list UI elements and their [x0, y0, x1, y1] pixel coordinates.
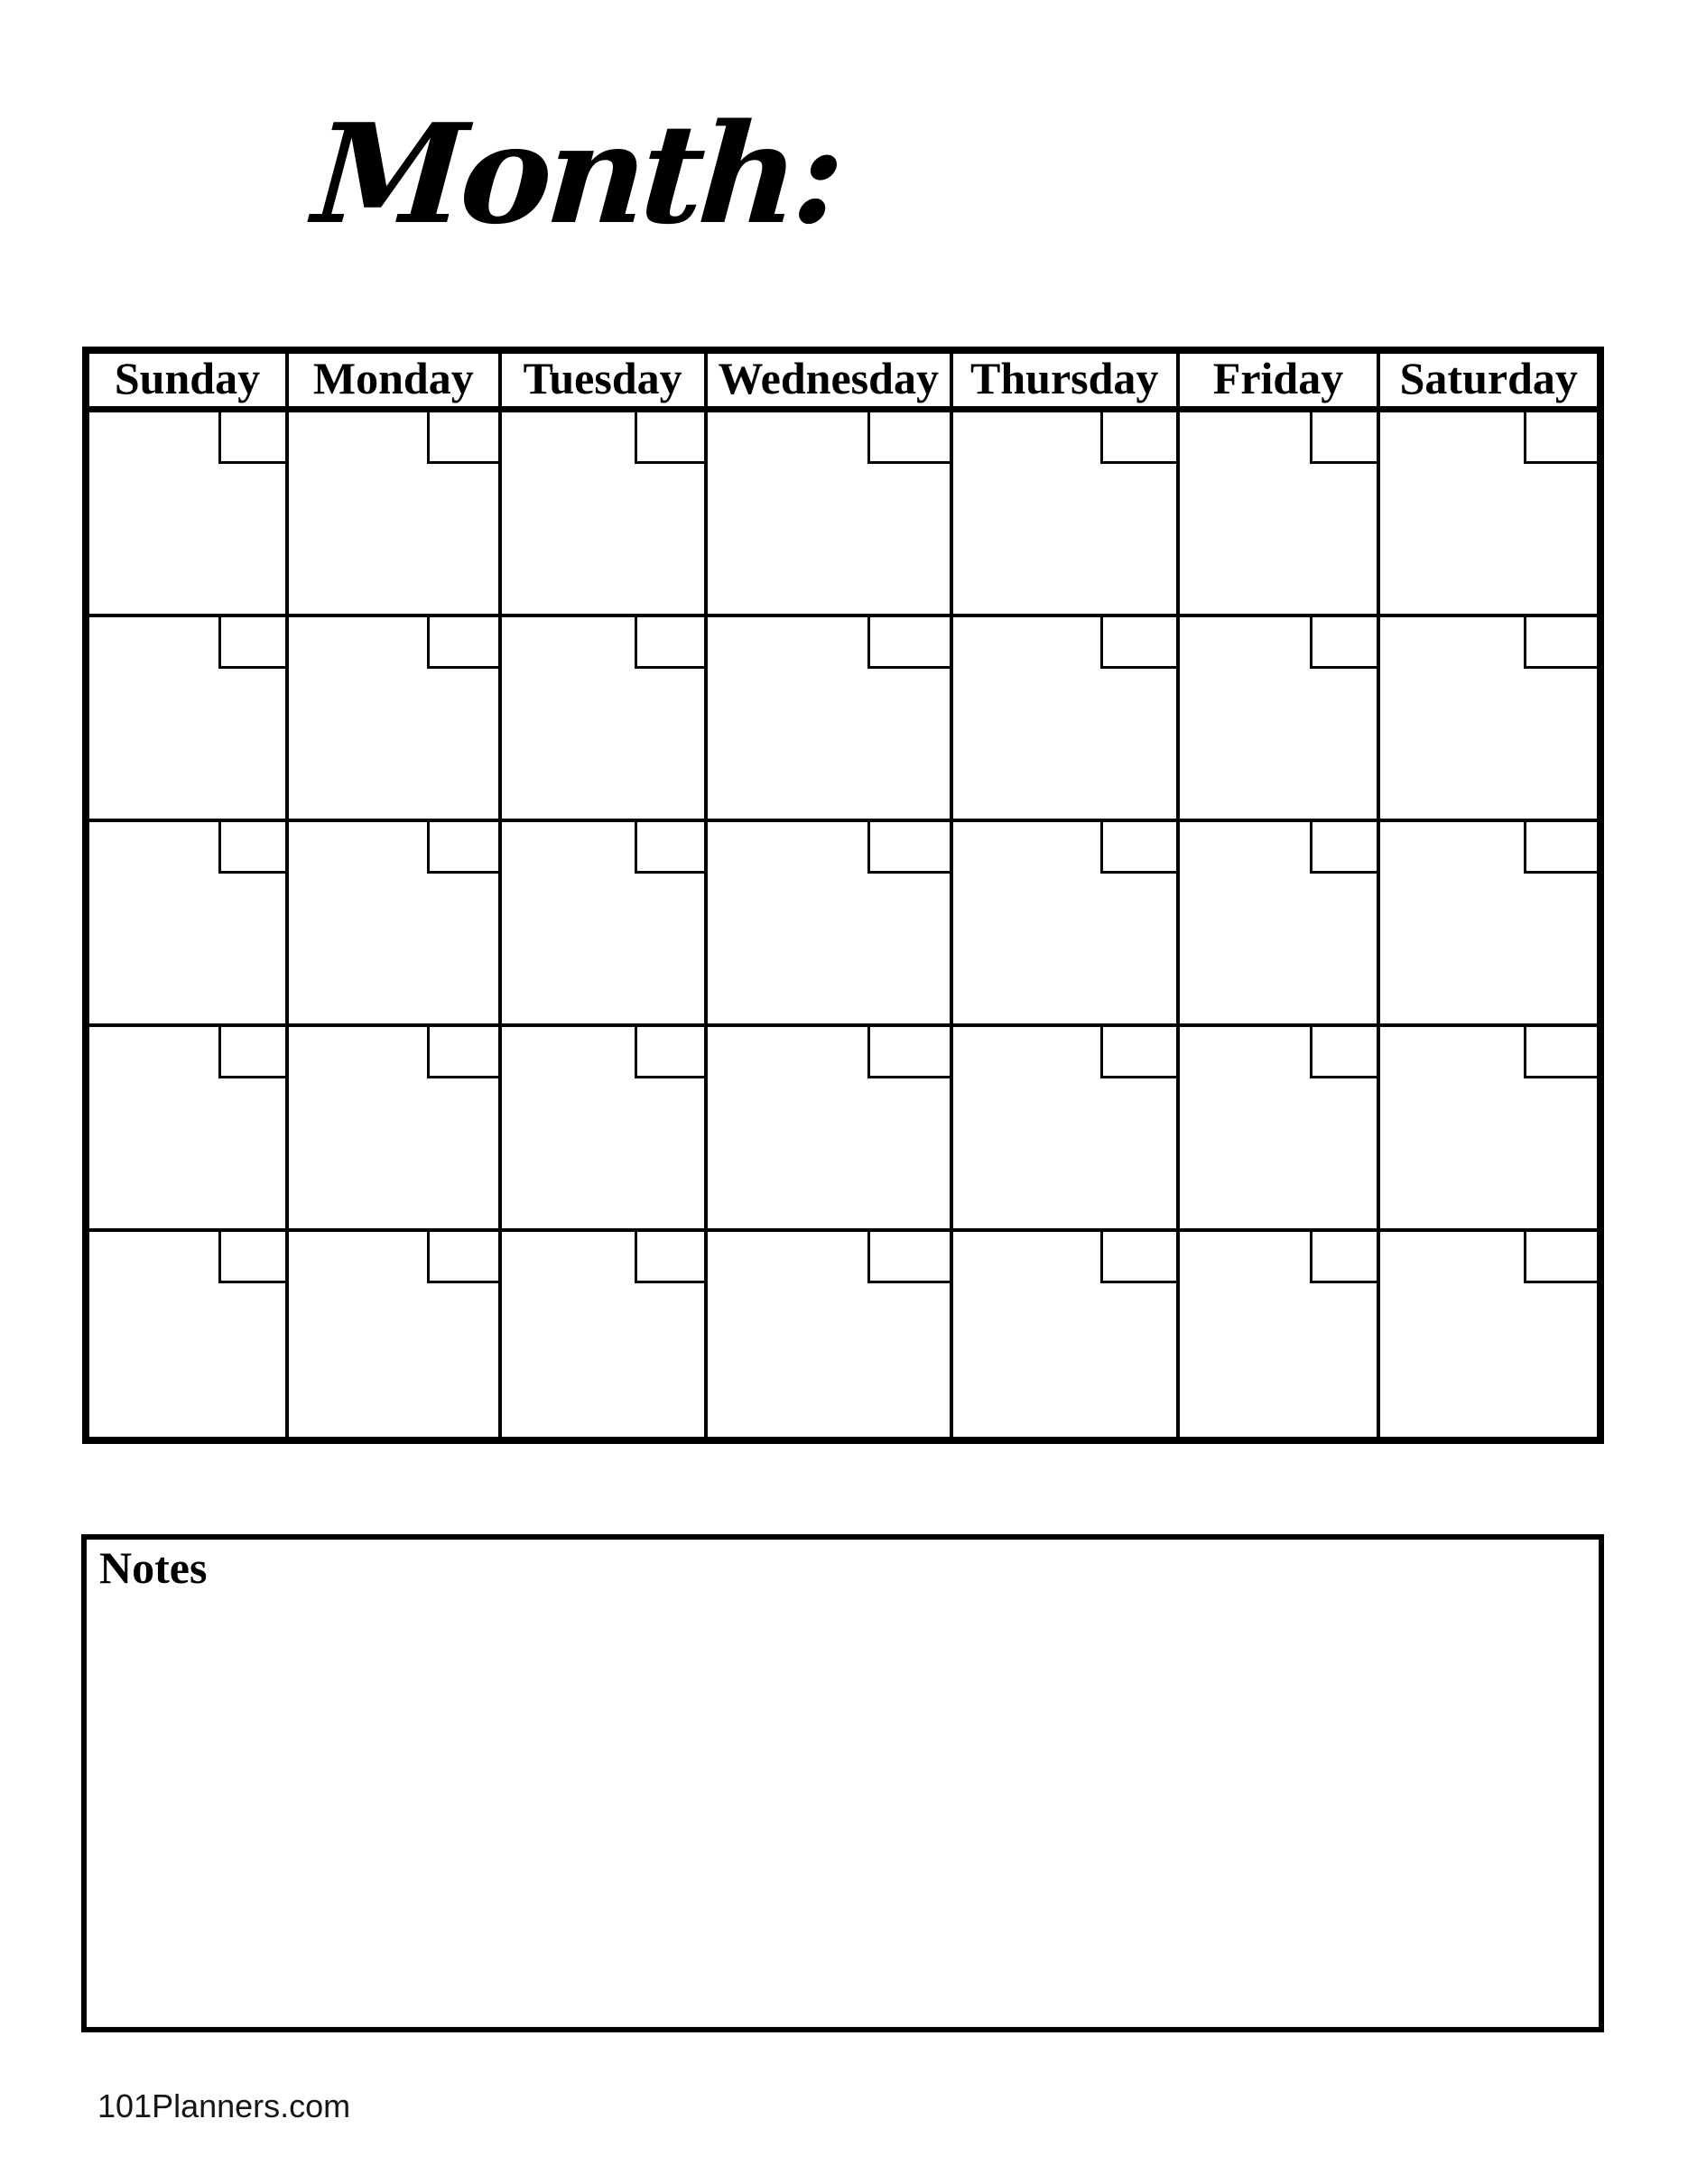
calendar-cell	[1380, 822, 1597, 1027]
calendar-cell	[708, 1232, 953, 1437]
date-number-box	[867, 822, 950, 874]
date-number-box	[1100, 822, 1176, 874]
date-number-box	[635, 1027, 703, 1078]
monthly-calendar-table	[82, 347, 1604, 1444]
calendar-cell	[89, 1232, 289, 1437]
calendar-cell	[1180, 617, 1381, 822]
calendar-cell	[1180, 412, 1381, 617]
date-number-box	[218, 1232, 285, 1283]
date-number-box	[867, 1027, 950, 1078]
calendar-cell	[953, 1027, 1180, 1232]
day-header-saturday: Saturday	[1380, 354, 1597, 412]
date-number-box	[1524, 617, 1597, 669]
footer-brand-text: 101Planners.com	[97, 2087, 351, 2124]
date-number-box	[1524, 1027, 1597, 1078]
date-number-box	[427, 1027, 498, 1078]
date-number-box	[427, 412, 498, 464]
calendar-cell	[708, 1027, 953, 1232]
date-number-box	[867, 412, 950, 464]
calendar-cell	[289, 1027, 502, 1232]
calendar-cell	[89, 617, 289, 822]
calendar-cell	[289, 412, 502, 617]
date-number-box	[427, 617, 498, 669]
calendar-cell	[289, 822, 502, 1027]
date-number-box	[1524, 1232, 1597, 1283]
calendar-cell	[89, 412, 289, 617]
calendar-cell	[1180, 1027, 1381, 1232]
calendar-cell	[89, 822, 289, 1027]
date-number-box	[218, 412, 285, 464]
date-number-box	[1100, 412, 1176, 464]
day-header-wednesday: Wednesday	[708, 354, 953, 412]
calendar-cell	[1180, 1232, 1381, 1437]
calendar-cell	[502, 412, 708, 617]
calendar-cell	[502, 617, 708, 822]
date-number-box	[867, 1232, 950, 1283]
calendar-cell	[1380, 617, 1597, 822]
date-number-box	[1524, 412, 1597, 464]
notes-label: Notes	[99, 1542, 208, 1593]
day-header-sunday: Sunday	[89, 354, 289, 412]
calendar-cell	[953, 412, 1180, 617]
date-number-box	[218, 617, 285, 669]
calendar-cell	[502, 1232, 708, 1437]
calendar-cell	[1180, 822, 1381, 1027]
calendar-cell	[708, 412, 953, 617]
date-number-box	[427, 1232, 498, 1283]
calendar-cell	[953, 617, 1180, 822]
day-header-thursday: Thursday	[953, 354, 1180, 412]
date-number-box	[1100, 1027, 1176, 1078]
day-header-friday: Friday	[1180, 354, 1381, 412]
date-number-box	[1310, 412, 1377, 464]
date-number-box	[867, 617, 950, 669]
calendar-cell	[708, 617, 953, 822]
calendar-cell	[289, 1232, 502, 1437]
date-number-box	[1100, 617, 1176, 669]
date-number-box	[218, 1027, 285, 1078]
notes-box	[81, 1534, 1604, 2032]
date-number-box	[1310, 617, 1377, 669]
date-number-box	[635, 822, 703, 874]
calendar-cell	[89, 1027, 289, 1232]
date-number-box	[1524, 822, 1597, 874]
calendar-cell	[502, 1027, 708, 1232]
calendar-cell	[289, 617, 502, 822]
day-header-tuesday: Tuesday	[502, 354, 708, 412]
calendar-cell	[708, 822, 953, 1027]
page-title-month: Month:	[309, 93, 845, 254]
date-number-box	[635, 617, 703, 669]
date-number-box	[635, 1232, 703, 1283]
calendar-cell	[1380, 1027, 1597, 1232]
date-number-box	[427, 822, 498, 874]
calendar-cell	[953, 1232, 1180, 1437]
date-number-box	[1310, 822, 1377, 874]
date-number-box	[218, 822, 285, 874]
date-number-box	[1100, 1232, 1176, 1283]
calendar-cell	[1380, 1232, 1597, 1437]
day-header-monday: Monday	[289, 354, 502, 412]
calendar-cell	[953, 822, 1180, 1027]
date-number-box	[1310, 1027, 1377, 1078]
date-number-box	[635, 412, 703, 464]
calendar-cell	[1380, 412, 1597, 617]
date-number-box	[1310, 1232, 1377, 1283]
calendar-cell	[502, 822, 708, 1027]
